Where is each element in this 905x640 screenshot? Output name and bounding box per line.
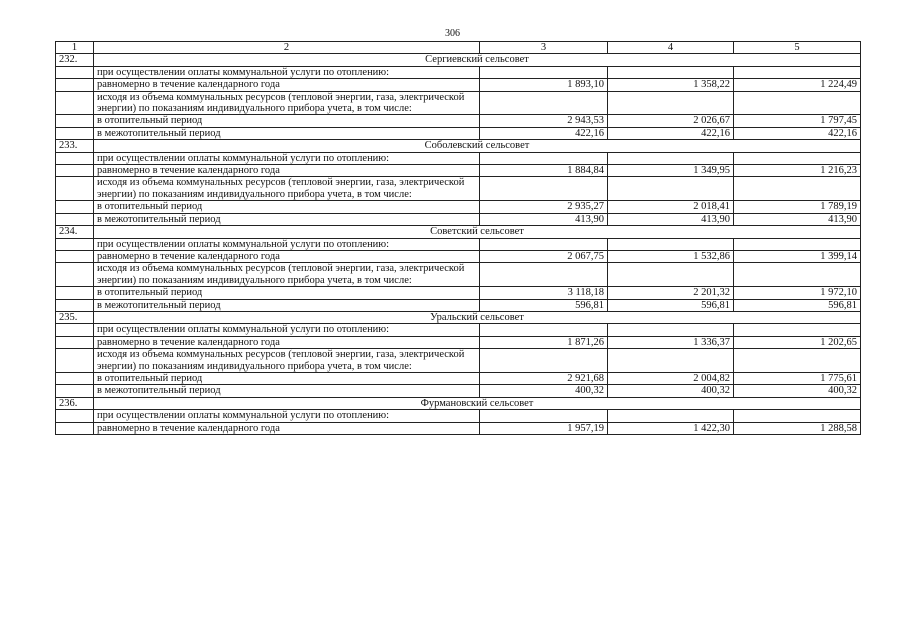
number-cell (56, 299, 94, 311)
uniform-row (56, 422, 861, 434)
value-cell: 413,90 (734, 213, 861, 225)
header-cell: 3 (480, 42, 608, 54)
heating-row (56, 410, 861, 422)
value-cell (608, 91, 734, 115)
number-cell (56, 165, 94, 177)
value-cell (734, 349, 861, 373)
metered-row (56, 263, 861, 287)
value-cell: 413,90 (608, 213, 734, 225)
value-cell (608, 263, 734, 287)
table-body (56, 42, 861, 435)
value-cell: 2 201,32 (608, 287, 734, 299)
value-cell: 413,90 (480, 213, 608, 225)
value-cell (734, 91, 861, 115)
page-number: 306 (445, 28, 460, 39)
section-number: 235. (56, 311, 94, 323)
value-cell: 1 202,65 (734, 336, 861, 348)
value-cell: 400,32 (734, 385, 861, 397)
row-label: равномерно в течение календарного года (94, 250, 480, 262)
value-cell: 2 018,41 (608, 201, 734, 213)
value-cell: 1 957,19 (480, 422, 608, 434)
row-label: при осуществлении оплаты коммунальной услуги по отоплению: (94, 66, 480, 78)
number-cell (56, 336, 94, 348)
value-cell: 1 532,86 (608, 250, 734, 262)
header-cell: 4 (608, 42, 734, 54)
value-cell: 422,16 (480, 127, 608, 139)
value-cell (608, 238, 734, 250)
value-cell: 1 358,22 (608, 79, 734, 91)
section-number: 232. (56, 54, 94, 66)
metered-row (56, 177, 861, 201)
row-label: в межотопительный период (94, 385, 480, 397)
number-cell (56, 115, 94, 127)
value-cell: 596,81 (608, 299, 734, 311)
number-cell (56, 238, 94, 250)
value-cell: 1 972,10 (734, 287, 861, 299)
number-cell (56, 385, 94, 397)
value-cell (734, 238, 861, 250)
value-cell: 596,81 (480, 299, 608, 311)
value-cell (480, 238, 608, 250)
number-cell (56, 263, 94, 287)
section-name: Соболевский сельсовет (94, 140, 861, 152)
row-label: при осуществлении оплаты коммунальной услуги по отоплению: (94, 238, 480, 250)
value-cell: 1 336,37 (608, 336, 734, 348)
row-label: в межотопительный период (94, 213, 480, 225)
number-cell (56, 324, 94, 336)
value-cell: 422,16 (608, 127, 734, 139)
row-label: при осуществлении оплаты коммунальной услуги по отоплению: (94, 324, 480, 336)
number-cell (56, 66, 94, 78)
header-cell: 5 (734, 42, 861, 54)
heating-period-row (56, 201, 861, 213)
number-cell (56, 410, 94, 422)
value-cell (734, 66, 861, 78)
section-row (56, 140, 861, 152)
section-name: Уральский сельсовет (94, 311, 861, 323)
value-cell (480, 410, 608, 422)
row-label: в отопительный период (94, 372, 480, 384)
value-cell: 1 288,58 (734, 422, 861, 434)
value-cell: 2 921,68 (480, 372, 608, 384)
value-cell: 2 943,53 (480, 115, 608, 127)
heating-row (56, 238, 861, 250)
metered-row (56, 91, 861, 115)
row-label: равномерно в течение календарного года (94, 165, 480, 177)
section-name: Фурмановский сельсовет (94, 397, 861, 409)
header-row (56, 42, 861, 54)
row-label: равномерно в течение календарного года (94, 422, 480, 434)
heating-period-row (56, 372, 861, 384)
heating-row (56, 152, 861, 164)
value-cell (480, 91, 608, 115)
value-cell: 1 893,10 (480, 79, 608, 91)
number-cell (56, 201, 94, 213)
value-cell (734, 410, 861, 422)
row-label: в межотопительный период (94, 299, 480, 311)
heating-row (56, 66, 861, 78)
uniform-row (56, 336, 861, 348)
number-cell (56, 250, 94, 262)
tariff-table (55, 41, 861, 435)
value-cell: 1 349,95 (608, 165, 734, 177)
value-cell: 1 224,49 (734, 79, 861, 91)
value-cell (480, 324, 608, 336)
value-cell (608, 410, 734, 422)
heating-period-row (56, 287, 861, 299)
row-label: в отопительный период (94, 287, 480, 299)
heating-row (56, 324, 861, 336)
value-cell: 1 775,61 (734, 372, 861, 384)
value-cell: 1 399,14 (734, 250, 861, 262)
row-label: исходя из объема коммунальных ресурсов (тепловой энергии, газа, электрической энергии) по показаниям индивидуального прибора учета, в том числе: (94, 263, 480, 287)
value-cell: 1 789,19 (734, 201, 861, 213)
number-cell (56, 213, 94, 225)
value-cell: 596,81 (734, 299, 861, 311)
number-cell (56, 177, 94, 201)
value-cell (608, 349, 734, 373)
value-cell: 422,16 (734, 127, 861, 139)
number-cell (56, 422, 94, 434)
section-row (56, 311, 861, 323)
interheating-period-row (56, 299, 861, 311)
value-cell: 400,32 (608, 385, 734, 397)
value-cell (734, 324, 861, 336)
value-cell: 1 871,26 (480, 336, 608, 348)
value-cell: 1 797,45 (734, 115, 861, 127)
metered-row (56, 349, 861, 373)
number-cell (56, 79, 94, 91)
interheating-period-row (56, 385, 861, 397)
section-number: 233. (56, 140, 94, 152)
value-cell (480, 66, 608, 78)
value-cell (608, 324, 734, 336)
uniform-row (56, 250, 861, 262)
value-cell (734, 177, 861, 201)
header-cell: 2 (94, 42, 480, 54)
section-row (56, 226, 861, 238)
row-label: исходя из объема коммунальных ресурсов (тепловой энергии, газа, электрической энергии) по показаниям индивидуального прибора учета, в том числе: (94, 177, 480, 201)
section-name: Советский сельсовет (94, 226, 861, 238)
value-cell (480, 263, 608, 287)
value-cell (608, 66, 734, 78)
heating-period-row (56, 115, 861, 127)
interheating-period-row (56, 213, 861, 225)
value-cell (480, 152, 608, 164)
value-cell (734, 263, 861, 287)
row-label: в отопительный период (94, 201, 480, 213)
value-cell: 3 118,18 (480, 287, 608, 299)
row-label: в межотопительный период (94, 127, 480, 139)
interheating-period-row (56, 127, 861, 139)
row-label: исходя из объема коммунальных ресурсов (тепловой энергии, газа, электрической энергии) по показаниям индивидуального прибора учета, в том числе: (94, 349, 480, 373)
row-label: при осуществлении оплаты коммунальной услуги по отоплению: (94, 152, 480, 164)
row-label: при осуществлении оплаты коммунальной услуги по отоплению: (94, 410, 480, 422)
value-cell: 2 935,27 (480, 201, 608, 213)
uniform-row (56, 165, 861, 177)
uniform-row (56, 79, 861, 91)
row-label: равномерно в течение календарного года (94, 79, 480, 91)
row-label: исходя из объема коммунальных ресурсов (тепловой энергии, газа, электрической энергии) по показаниям индивидуального прибора учета, в том числе: (94, 91, 480, 115)
section-row (56, 54, 861, 66)
value-cell: 2 004,82 (608, 372, 734, 384)
number-cell (56, 127, 94, 139)
value-cell (480, 177, 608, 201)
section-row (56, 397, 861, 409)
number-cell (56, 349, 94, 373)
value-cell (608, 152, 734, 164)
value-cell: 400,32 (480, 385, 608, 397)
section-number: 234. (56, 226, 94, 238)
header-cell: 1 (56, 42, 94, 54)
value-cell: 1 216,23 (734, 165, 861, 177)
section-name: Сергиевский сельсовет (94, 54, 861, 66)
value-cell (734, 152, 861, 164)
value-cell: 1 422,30 (608, 422, 734, 434)
number-cell (56, 372, 94, 384)
row-label: в отопительный период (94, 115, 480, 127)
value-cell (608, 177, 734, 201)
value-cell: 2 026,67 (608, 115, 734, 127)
section-number: 236. (56, 397, 94, 409)
number-cell (56, 91, 94, 115)
value-cell (480, 349, 608, 373)
number-cell (56, 287, 94, 299)
value-cell: 2 067,75 (480, 250, 608, 262)
row-label: равномерно в течение календарного года (94, 336, 480, 348)
number-cell (56, 152, 94, 164)
value-cell: 1 884,84 (480, 165, 608, 177)
